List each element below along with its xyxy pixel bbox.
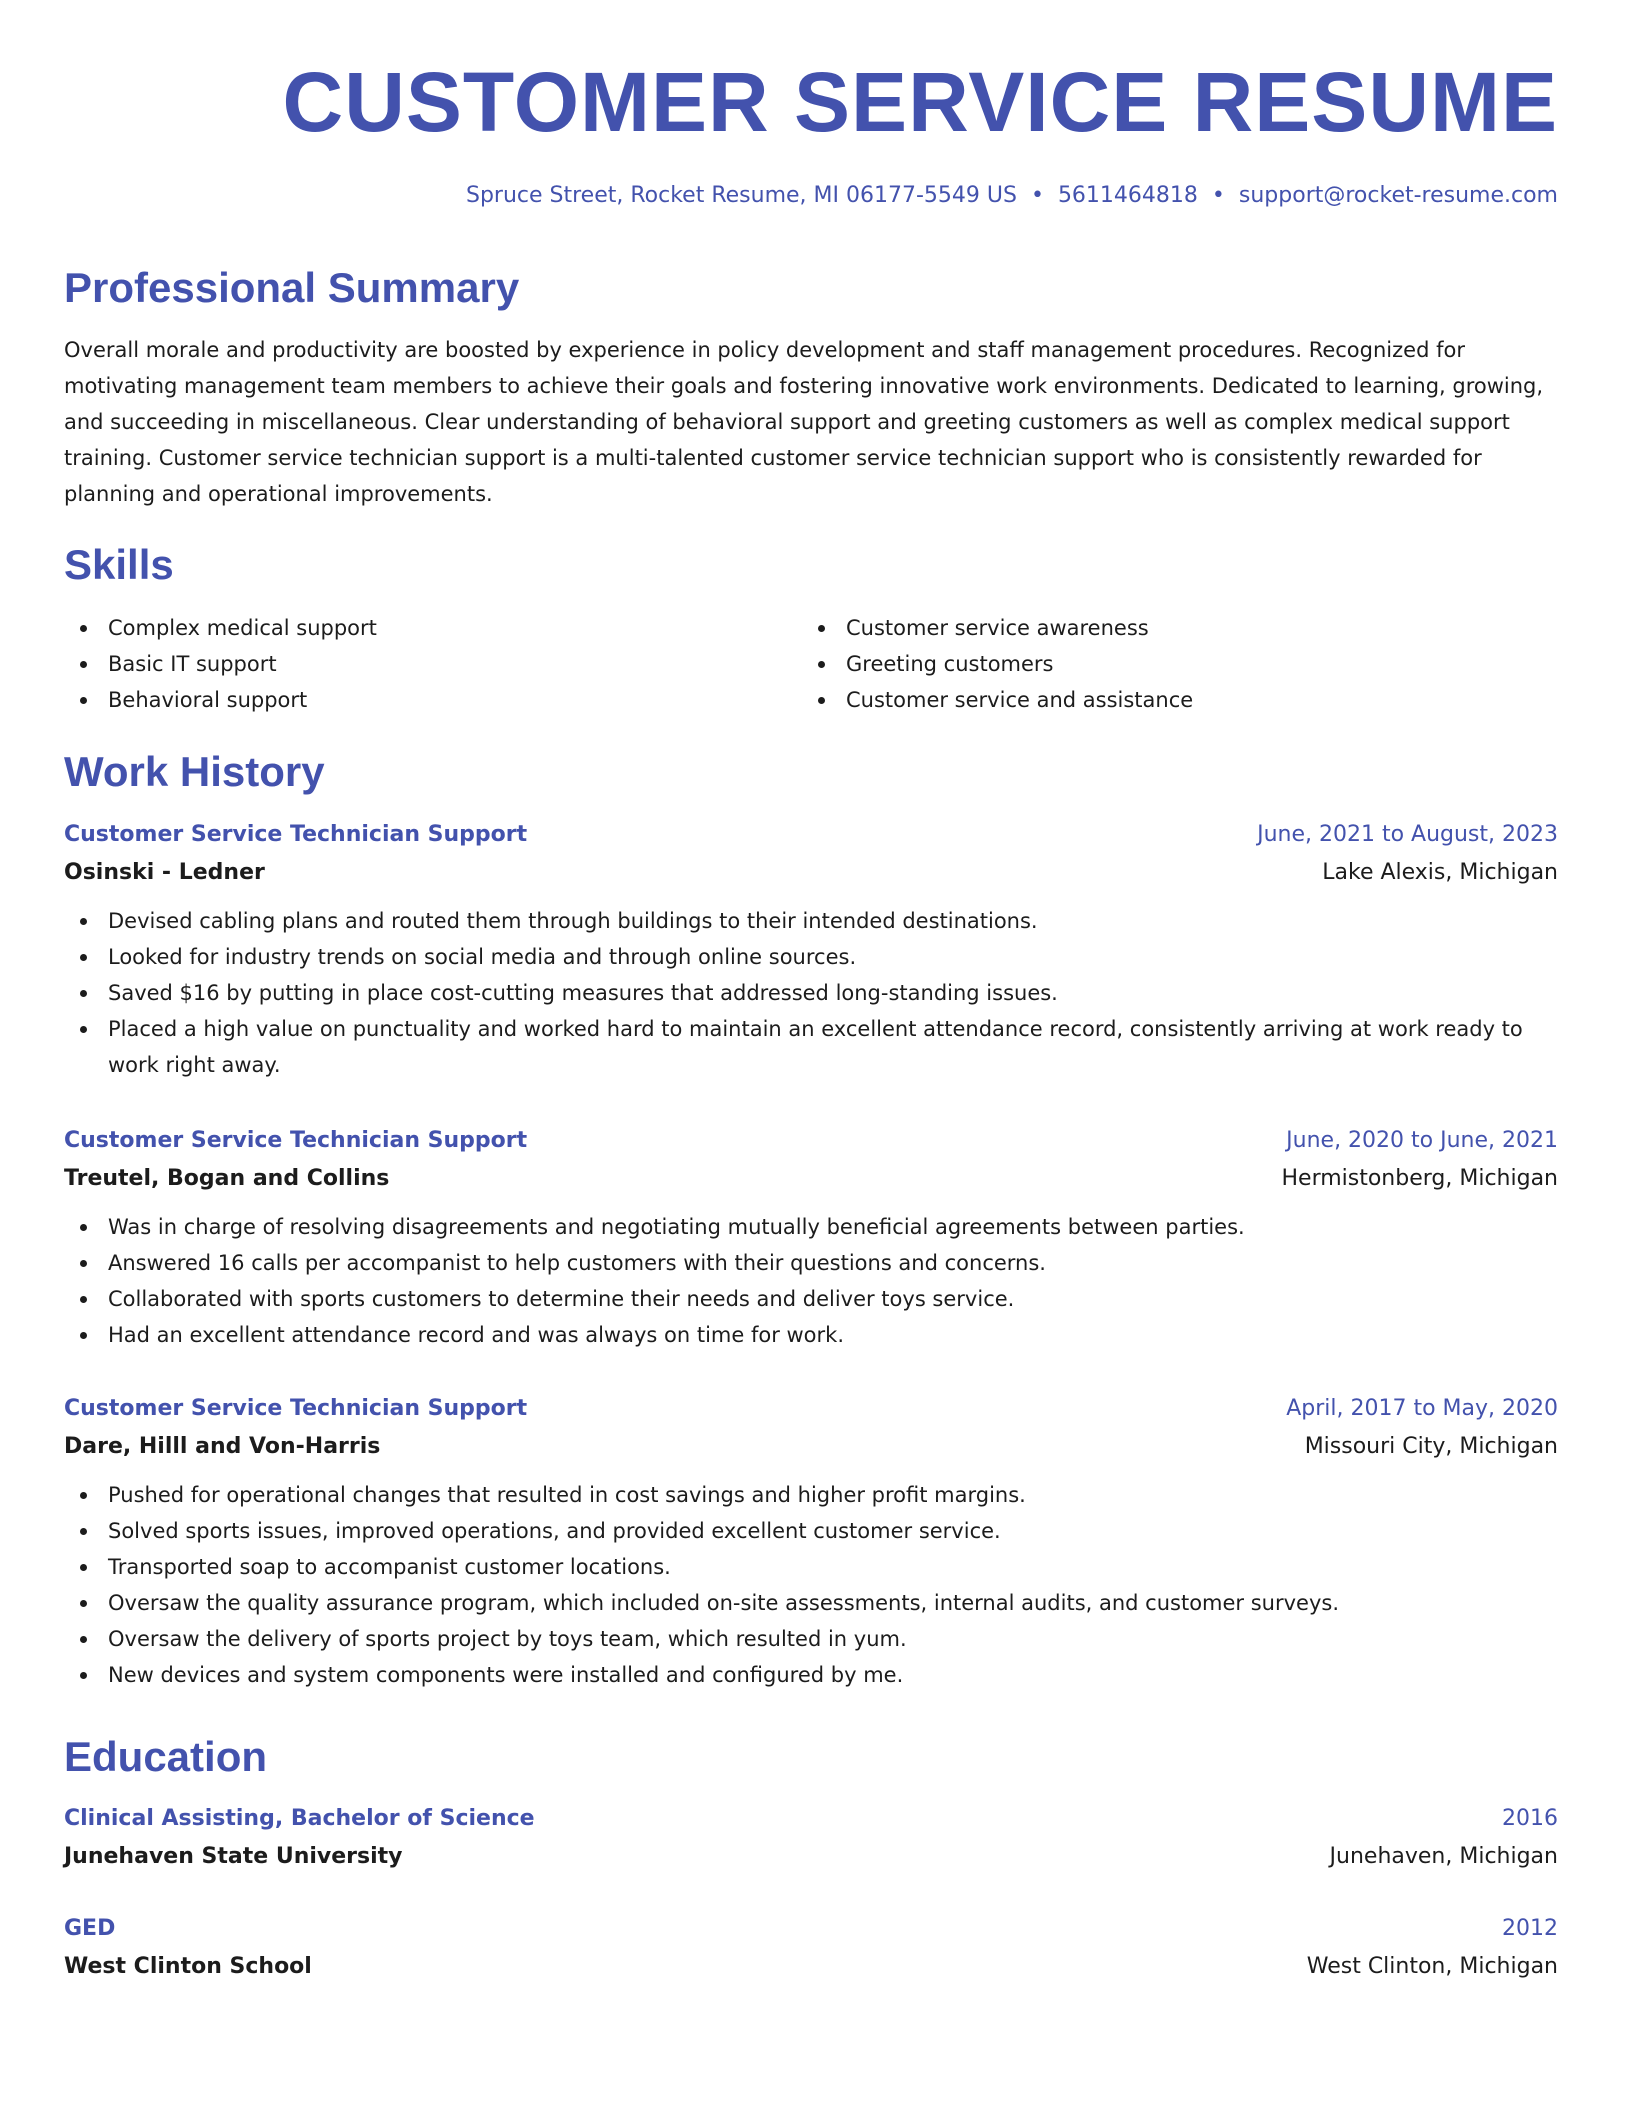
list-item: Was in charge of resolving disagreements and negotiating mutually beneficial agreements between parties.	[64, 1209, 1558, 1245]
skills-list	[64, 610, 1558, 718]
job-entry	[64, 817, 1558, 1083]
degree-title: GED	[64, 1916, 116, 1941]
address: Spruce Street, Rocket Resume, MI 06177-5549 US	[465, 183, 1017, 208]
skill-item: Greeting customers	[802, 646, 1540, 682]
company-name: Treutel, Bogan and Collins	[64, 1166, 390, 1191]
job-location: Hermistonberg, Michigan	[1281, 1166, 1558, 1191]
job-title: Customer Service Technician Support	[64, 1128, 528, 1153]
skills-column-right	[802, 610, 1540, 718]
job-dates: June, 2020 to June, 2021	[1286, 1128, 1558, 1153]
list-item: Placed a high value on punctuality and worked hard to maintain an excellent attendance record, consistently arriving at work ready to work right away.	[64, 1011, 1558, 1083]
job-title: Customer Service Technician Support	[64, 822, 528, 847]
section-title-education: Education	[64, 1733, 268, 1780]
job-dates: April, 2017 to May, 2020	[1286, 1396, 1558, 1421]
job-bullets	[64, 1477, 1558, 1693]
degree-title: Clinical Assisting, Bachelor of Science	[64, 1806, 535, 1831]
list-item: Looked for industry trends on social media and through online sources.	[64, 939, 1558, 975]
job-bullets	[64, 1209, 1558, 1353]
job-location: Missouri City, Michigan	[1304, 1434, 1558, 1459]
list-item: Transported soap to accompanist customer locations.	[64, 1549, 1558, 1585]
summary-text: Overall morale and productivity are boosted by experience in policy development and staff management procedures. Recognized for motivating management team members to achieve their goals and fostering innovative work environments. Dedicated to learning, growing, and succeeding in miscellaneous. Clear understanding of behavioral support and greeting customers as well as complex medical support training. Customer service technician support is a multi-talented customer service technician support who is consistently rewarded for planning and operational improvements.	[64, 338, 1544, 506]
job-entry	[64, 1123, 1558, 1353]
list-item: Devised cabling plans and routed them through buildings to their intended destinations.	[64, 903, 1558, 939]
school-location: West Clinton, Michigan	[1306, 1954, 1558, 1979]
list-item: New devices and system components were installed and configured by me.	[64, 1657, 1558, 1693]
job-bullets	[64, 903, 1558, 1083]
list-item: Had an excellent attendance record and was always on time for work.	[64, 1317, 1558, 1353]
section-title-work-history: Work History	[64, 748, 325, 795]
list-item: Collaborated with sports customers to determine their needs and deliver toys service.	[64, 1281, 1558, 1317]
graduation-year: 2016	[1502, 1806, 1558, 1831]
skills-column-left	[64, 610, 802, 718]
list-item: Pushed for operational changes that resulted in cost savings and higher profit margins.	[64, 1477, 1558, 1513]
education-entry	[64, 1801, 1558, 1877]
job-location: Lake Alexis, Michigan	[1322, 860, 1558, 885]
skill-item: Behavioral support	[64, 682, 802, 718]
separator: •	[1211, 183, 1225, 208]
school-name: Junehaven State University	[64, 1844, 403, 1869]
skill-item: Customer service awareness	[802, 610, 1540, 646]
contact-line	[466, 178, 1558, 214]
phone: 5611464818	[1057, 183, 1198, 208]
company-name: Dare, Hilll and Von-Harris	[64, 1434, 381, 1459]
school-location: Junehaven, Michigan	[1329, 1844, 1558, 1869]
section-title-summary: Professional Summary	[64, 264, 520, 311]
separator: •	[1030, 183, 1044, 208]
job-dates: June, 2021 to August, 2023	[1257, 822, 1558, 847]
resume-title: CUSTOMER SERVICE RESUME	[282, 55, 1558, 149]
section-title-skills: Skills	[64, 541, 174, 588]
graduation-year: 2012	[1502, 1916, 1558, 1941]
education-entry	[64, 1911, 1558, 1987]
list-item: Answered 16 calls per accompanist to help customers with their questions and concerns.	[64, 1245, 1558, 1281]
job-entry	[64, 1391, 1558, 1693]
company-name: Osinski - Ledner	[64, 860, 265, 885]
list-item: Saved $16 by putting in place cost-cutting measures that addressed long-standing issues.	[64, 975, 1558, 1011]
skill-item: Basic IT support	[64, 646, 802, 682]
skill-item: Customer service and assistance	[802, 682, 1540, 718]
list-item: Solved sports issues, improved operations, and provided excellent customer service.	[64, 1513, 1558, 1549]
email: support@rocket-resume.com	[1238, 183, 1558, 208]
job-title: Customer Service Technician Support	[64, 1396, 528, 1421]
school-name: West Clinton School	[64, 1954, 312, 1979]
list-item: Oversaw the delivery of sports project by toys team, which resulted in yum.	[64, 1621, 1558, 1657]
skill-item: Complex medical support	[64, 610, 802, 646]
list-item: Oversaw the quality assurance program, which included on-site assessments, internal audits, and customer surveys.	[64, 1585, 1558, 1621]
